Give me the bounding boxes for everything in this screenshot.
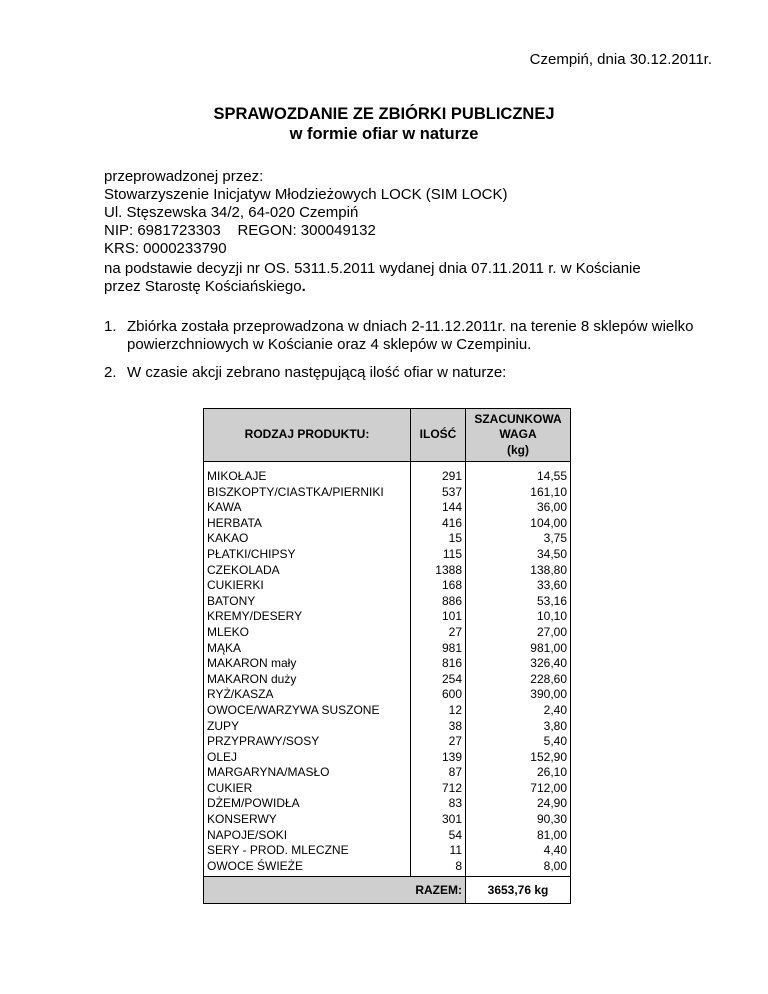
cell-qty: 1388: [411, 563, 466, 579]
list-item-number: 1.: [104, 318, 117, 335]
cell-weight: 3,80: [466, 719, 571, 735]
header-weight-line-2: WAGA: [499, 427, 537, 442]
basis-line-2: [104, 278, 641, 296]
cell-qty: 83: [411, 796, 466, 812]
header-product: RODZAJ PRODUKTU:: [204, 409, 411, 462]
cell-weight: 27,00: [466, 625, 571, 641]
cell-qty: 101: [411, 609, 466, 625]
table-row: [204, 500, 571, 516]
cell-weight: 81,00: [466, 828, 571, 844]
cell-product: MLEKO: [204, 625, 411, 641]
cell-qty: 600: [411, 687, 466, 703]
cell-qty: 816: [411, 656, 466, 672]
cell-weight: 228,60: [466, 672, 571, 688]
cell-product: KREMY/DESERY: [204, 609, 411, 625]
table-row: [204, 656, 571, 672]
table-row: [204, 765, 571, 781]
cell-weight: 3,75: [466, 531, 571, 547]
table-row: [204, 641, 571, 657]
basis-period: .: [301, 278, 306, 295]
cell-product: MĄKA: [204, 641, 411, 657]
basis-line-1: na podstawie decyzji nr OS. 5311.5.2011 wydanej dnia 07.11.2011 r. w Kościanie: [104, 260, 641, 277]
cell-weight: 14,55: [466, 462, 571, 485]
cell-weight: 326,40: [466, 656, 571, 672]
table-total-row: [204, 877, 571, 904]
cell-product: DŻEM/POWIDŁA: [204, 796, 411, 812]
table-header-row: [204, 409, 571, 462]
document-title: [0, 104, 768, 144]
cell-weight: 712,00: [466, 781, 571, 797]
table-row: [204, 485, 571, 501]
place-date: Czempiń, dnia 30.12.2011r.: [529, 51, 712, 68]
cell-product: PRZYPRAWY/SOSY: [204, 734, 411, 750]
cell-qty: 38: [411, 719, 466, 735]
header-weight: [466, 409, 571, 462]
cell-qty: 301: [411, 812, 466, 828]
cell-product: KAKAO: [204, 531, 411, 547]
list-item-number: 2.: [104, 364, 117, 381]
cell-qty: 254: [411, 672, 466, 688]
cell-product: KONSERWY: [204, 812, 411, 828]
cell-qty: 11: [411, 843, 466, 859]
total-label: [204, 877, 466, 904]
cell-weight: 138,80: [466, 563, 571, 579]
cell-weight: 8,00: [466, 859, 571, 877]
table-body: [204, 462, 571, 877]
cell-weight: 53,16: [466, 594, 571, 610]
cell-product: BISZKOPTY/CIASTKA/PIERNIKI: [204, 485, 411, 501]
table-row: [204, 594, 571, 610]
cell-weight: 161,10: [466, 485, 571, 501]
list-item: [104, 364, 724, 382]
cell-qty: 27: [411, 625, 466, 641]
table-row: [204, 578, 571, 594]
cell-qty: 416: [411, 516, 466, 532]
cell-qty: 27: [411, 734, 466, 750]
organizer-intro: przeprowadzonej przez:: [104, 168, 264, 185]
table-row: [204, 843, 571, 859]
total-label-colon: :: [458, 882, 462, 897]
title-line-1: SPRAWOZDANIE ZE ZBIÓRKI PUBLICZNEJ: [213, 105, 555, 123]
cell-qty: 87: [411, 765, 466, 781]
title-line-2: w formie ofiar w naturze: [289, 125, 479, 143]
basis-authority: przez Starostę Kościańskiego: [104, 278, 302, 295]
cell-qty: 886: [411, 594, 466, 610]
cell-qty: 712: [411, 781, 466, 797]
cell-weight: 390,00: [466, 687, 571, 703]
cell-weight: 10,10: [466, 609, 571, 625]
organizer-ids: [104, 222, 507, 240]
table-row: [204, 609, 571, 625]
cell-product: HERBATA: [204, 516, 411, 532]
table-row: [204, 796, 571, 812]
table-row: [204, 462, 571, 485]
cell-qty: 115: [411, 547, 466, 563]
cell-weight: 152,90: [466, 750, 571, 766]
cell-weight: 24,90: [466, 796, 571, 812]
cell-product: MIKOŁAJE: [204, 462, 411, 485]
cell-weight: 104,00: [466, 516, 571, 532]
table-row: [204, 812, 571, 828]
cell-qty: 981: [411, 641, 466, 657]
cell-weight: 4,40: [466, 843, 571, 859]
cell-weight: 5,40: [466, 734, 571, 750]
cell-weight: 2,40: [466, 703, 571, 719]
table-row: [204, 859, 571, 877]
cell-product: CZEKOLADA: [204, 563, 411, 579]
organizer-address: Ul. Stęszewska 34/2, 64-020 Czempiń: [104, 204, 359, 221]
cell-product: OLEJ: [204, 750, 411, 766]
table-row: [204, 828, 571, 844]
table-row: [204, 672, 571, 688]
cell-product: NAPOJE/SOKI: [204, 828, 411, 844]
table-row: [204, 734, 571, 750]
table-row: [204, 563, 571, 579]
cell-product: MAKARON mały: [204, 656, 411, 672]
organizer-nip: NIP: 6981723303: [104, 222, 221, 239]
total-value: 3653,76 kg: [466, 877, 571, 904]
organizer-name: Stowarzyszenie Inicjatyw Młodzieżowych LOCK (SIM LOCK): [104, 186, 508, 203]
cell-product: SERY - PROD. MLECZNE: [204, 843, 411, 859]
cell-product: RYŻ/KASZA: [204, 687, 411, 703]
header-weight-unit: (kg): [507, 442, 529, 457]
table-row: [204, 625, 571, 641]
report-points: [104, 318, 724, 392]
cell-qty: 8: [411, 859, 466, 877]
cell-qty: 12: [411, 703, 466, 719]
products-table: [203, 408, 571, 904]
legal-basis: [104, 260, 641, 296]
cell-weight: 36,00: [466, 500, 571, 516]
list-item-text: Zbiórka została przeprowadzona w dniach 2-11.12.2011r. na terenie 8 sklepów wielko powierzchniowych w Kościanie oraz 4 sklepów w Czempiniu.: [127, 318, 694, 353]
table-row: [204, 750, 571, 766]
cell-product: OWOCE ŚWIEŻE: [204, 859, 411, 877]
cell-qty: 54: [411, 828, 466, 844]
list-item: [104, 318, 724, 354]
table-row: [204, 547, 571, 563]
cell-product: BATONY: [204, 594, 411, 610]
organizer-krs: KRS: 0000233790: [104, 240, 227, 257]
table-row: [204, 531, 571, 547]
organizer-regon: REGON: 300049132: [237, 222, 376, 239]
cell-qty: 168: [411, 578, 466, 594]
table-row: [204, 703, 571, 719]
cell-weight: 981,00: [466, 641, 571, 657]
header-weight-line-1: SZACUNKOWA: [474, 411, 562, 426]
table-row: [204, 719, 571, 735]
organizer-block: [104, 168, 507, 258]
cell-qty: 15: [411, 531, 466, 547]
cell-weight: 33,60: [466, 578, 571, 594]
table-row: [204, 687, 571, 703]
cell-product: OWOCE/WARZYWA SUSZONE: [204, 703, 411, 719]
cell-qty: 291: [411, 462, 466, 485]
cell-product: MAKARON duży: [204, 672, 411, 688]
cell-product: CUKIERKI: [204, 578, 411, 594]
list-item-text: W czasie akcji zebrano następującą ilość ofiar w naturze:: [127, 364, 507, 381]
cell-weight: 90,30: [466, 812, 571, 828]
cell-weight: 34,50: [466, 547, 571, 563]
cell-product: ZUPY: [204, 719, 411, 735]
cell-qty: 144: [411, 500, 466, 516]
cell-product: CUKIER: [204, 781, 411, 797]
cell-qty: 537: [411, 485, 466, 501]
table-row: [204, 516, 571, 532]
total-label-text: RAZEM: [415, 882, 458, 897]
cell-weight: 26,10: [466, 765, 571, 781]
cell-product: PŁATKI/CHIPSY: [204, 547, 411, 563]
cell-product: KAWA: [204, 500, 411, 516]
cell-product: MARGARYNA/MASŁO: [204, 765, 411, 781]
header-qty: ILOŚĆ: [411, 409, 466, 462]
table-row: [204, 781, 571, 797]
cell-qty: 139: [411, 750, 466, 766]
